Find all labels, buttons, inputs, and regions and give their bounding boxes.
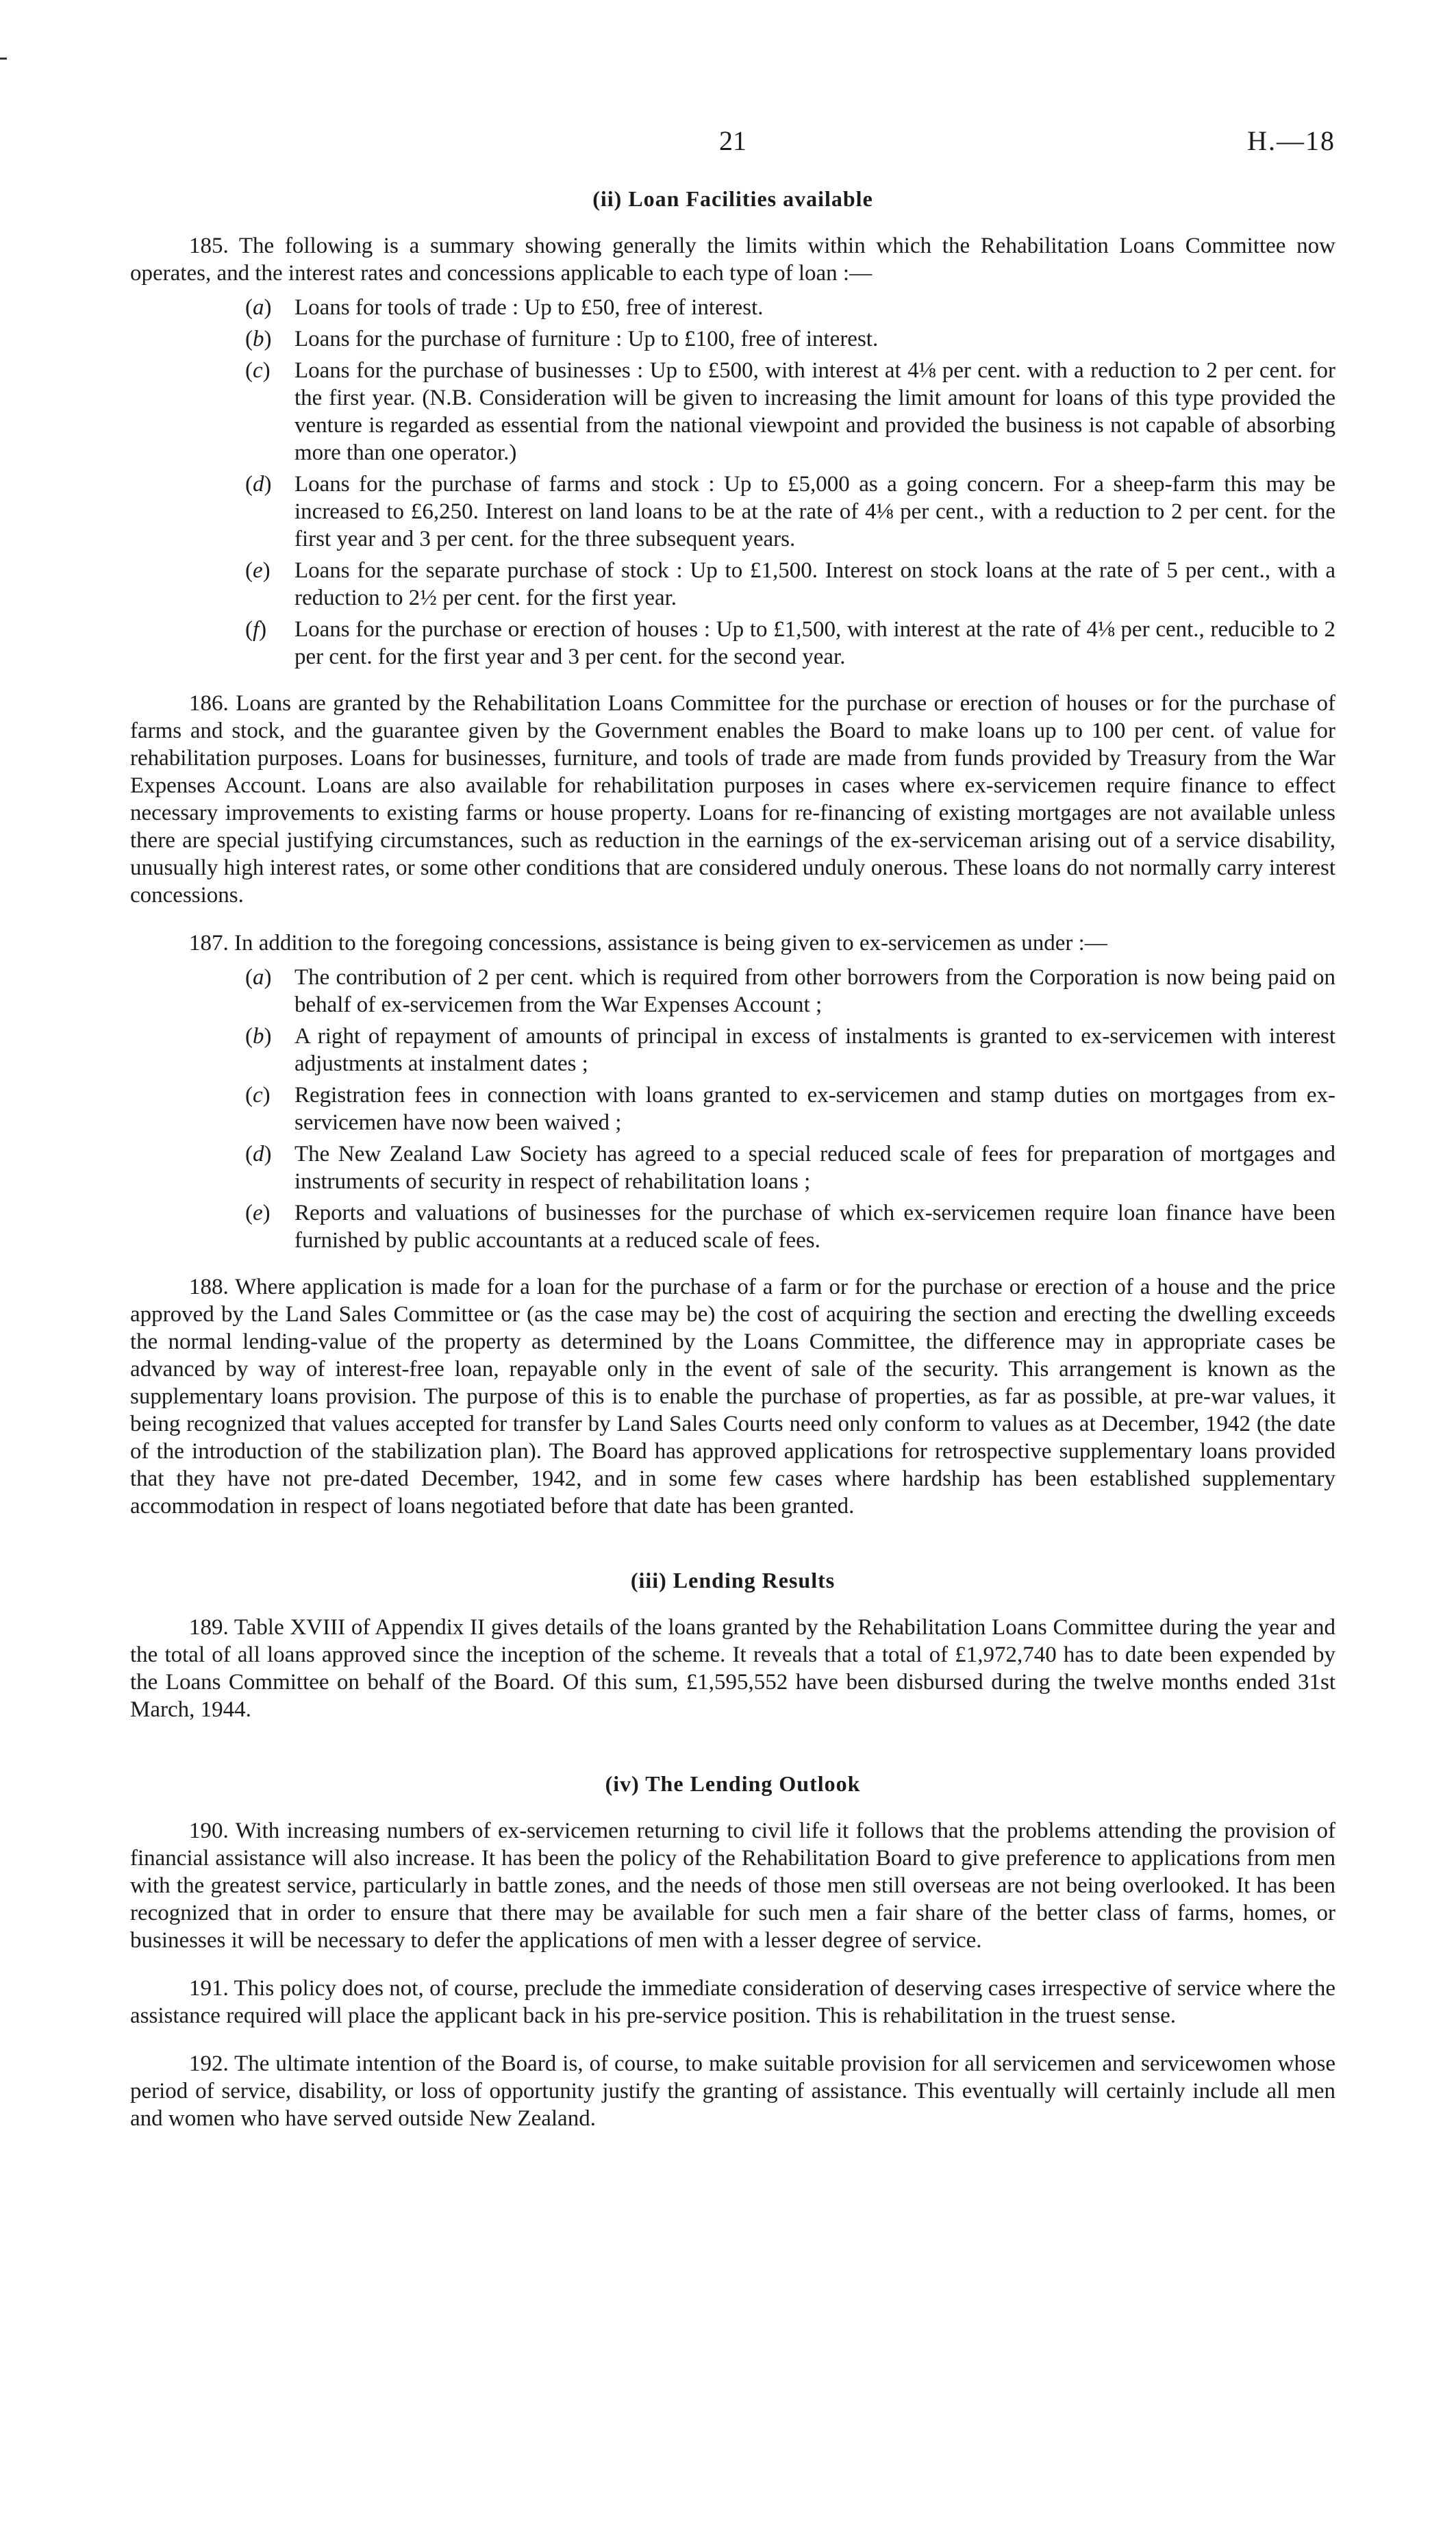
list-item-text: Loans for tools of trade : Up to £50, free of interest. [294,295,764,320]
paragraph: 188. Where application is made for a loan for the purchase of a farm or for the purchase or erection of a house and the price approved by the Land Sales Committee or (as the case may be) the cost of acquiring the section and erecting the dwelling exceeds the normal lending-value of the property as determined by the Loans Committee, the difference may in appropriate cases be advanced by way of interest-free loan, repayable only in the event of sale of the security. This arrangement is known as the supplementary loans provision. The purpose of this is to enable the purchase of properties, as far as possible, at pre-war values, it being recognized that values accepted for transfer by Land Sales Courts need only conform to values as at December, 1942 (the date of the introduction of the stabilization plan). The Board has approved applications for retrospective supplementary loans provided that they have not pre-dated December, 1942, and in some few cases where hardship has been established supplementary accommodation in respect of loans negotiated before that date has been granted. [130,1275,1335,1519]
list-item-text: Loans for the separate purchase of stock : Up to £1,500. Interest on stock loans at the rate of 5 per cent., with a reduction to 2½ per cent. for the first year. [294,558,1335,610]
list-item-text: A right of repayment of amounts of principal in excess of instalments is granted to ex-servicemen with interest adjustments at instalment dates ; [294,1024,1335,1076]
list-marker: (a) [245,965,272,990]
list-marker: (f) [245,617,267,642]
paragraph: 189. Table XVIII of Appendix II gives details of the loans granted by the Rehabilitation Loans Committee during the year and the total of all loans approved since the inception of the scheme. It reveals that a total of £1,972,740 has to date been expended by the Loans Committee on behalf of the Board. Of this sum, £1,595,552 have been disbursed during the twelve months ended 31st March, 1944. [130,1615,1335,1722]
list-marker: (e) [245,1201,271,1225]
list-item-text: Loans for the purchase of businesses : Up to £500, with interest at 4⅛ per cent. with a reduction to 2 per cent. for the first year. (N.B. Consideration will be given to increasing the limit amount for loans of this type provided the venture is regarded as essential from the national viewpoint and provided the business is not capable of absorbing more than one operator.) [294,358,1335,465]
list-item [130,1023,1335,1077]
paragraph: 185. The following is a summary showing generally the limits within which the Rehabilitation Loans Committee now operates, and the interest rates and concessions applicable to each type of loan :— [130,234,1335,286]
list-item-text: The contribution of 2 per cent. which is required from other borrowers from the Corporation is now being paid on behalf of ex-servicemen from the War Expenses Account ; [294,965,1335,1017]
document-body [130,186,1335,2153]
paragraph: 191. This policy does not, of course, preclude the immediate consideration of deserving cases irrespective of service where the assistance required will place the applicant back in his pre-service position. This is rehabilitation in the truest sense. [130,1976,1335,2028]
section-heading: (iii) Lending Results [630,1568,836,1592]
paragraph: 190. With increasing numbers of ex-servicemen returning to civil life it follows that the problems attending the provision of financial assistance will also increase. It has been the policy of the Rehabilitation Board to give preference to applications from men with the greatest service, particularly in battle zones, and the needs of those men still overseas are not being overlooked. It has been recognized that in order to ensure that there may be available for such men a fair share of the better class of farms, homes, or businesses it will be necessary to defer the applications of men with a lesser degree of service. [130,1819,1335,1953]
scan-edge-mark [0,58,7,60]
section-heading: (iv) The Lending Outlook [605,1771,861,1796]
list-item-text: Loans for the purchase of farms and stock : Up to £5,000 as a going concern. For a sheep-farm this may be increased to £6,250. Interest on land loans to be at the rate of 4⅛ per cent., with a reduction to 2 per cent. for the first year and 3 per cent. for the three subsequent years. [294,472,1335,551]
section-heading: (ii) Loan Facilities available [592,186,873,211]
list-item-text: Loans for the purchase or erection of houses : Up to £1,500, with interest at the rate of 4⅛ per cent., reducible to 2 per cent. for the first year and 3 per cent. for the second year. [294,617,1335,669]
list-item [130,964,1335,1019]
list-marker: (d) [245,472,272,497]
page-header [130,125,1335,166]
list-item-text: The New Zealand Law Society has agreed to a special reduced scale of fees for preparation of mortgages and instruments of security in respect of rehabilitation loans ; [294,1142,1335,1194]
list-item [130,325,1335,353]
document-reference: H.—18 [1247,125,1335,156]
paragraph: 192. The ultimate intention of the Board is, of course, to make suitable provision for all servicemen and servicewomen whose period of service, disability, or loss of opportunity justify the granting of assistance. This eventually will certainly include all men and women who have served outside New Zealand. [130,2051,1335,2131]
list-marker: (c) [245,358,271,383]
list-marker: (d) [245,1142,272,1166]
list-item [130,616,1335,671]
list-item [130,1082,1335,1136]
lettered-list [130,294,1335,671]
list-marker: (b) [245,327,272,351]
list-item [130,357,1335,466]
list-item [130,1140,1335,1195]
list-item-text: Registration fees in connection with loans granted to ex-servicemen and stamp duties on mortgages from ex-servicemen have now been waived ; [294,1083,1335,1135]
list-marker: (a) [245,295,272,320]
list-marker: (e) [245,558,271,583]
paragraph: 186. Loans are granted by the Rehabilitation Loans Committee for the purchase or erection of houses or for the purchase of farms and stock, and the guarantee given by the Government enables the Board to make loans up to 100 per cent. of value for rehabilitation purposes. Loans for businesses, furniture, and tools of trade are made from funds provided by Treasury from the War Expenses Account. Loans are also available for rehabilitation purposes in cases where ex-servicemen require finance to effect necessary improvements to existing farms or house property. Loans for re-financing of existing mortgages are not available unless there are special justifying circumstances, such as reduction in the earnings of the ex-serviceman arising out of a service disability, unusually high interest rates, or some other conditions that are considered unduly onerous. These loans do not normally carry interest concessions. [130,691,1335,908]
list-item [130,557,1335,612]
list-item-text: Loans for the purchase of furniture : Up to £100, free of interest. [294,327,879,351]
list-item [130,471,1335,553]
list-marker: (b) [245,1024,272,1049]
list-item [130,1199,1335,1254]
lettered-list [130,964,1335,1254]
paragraph: 187. In addition to the foregoing concessions, assistance is being given to ex-servicemen as under :— [189,931,1107,956]
list-item-text: Reports and valuations of businesses for the purchase of which ex-servicemen require loan finance have been furnished by public accountants at a reduced scale of fees. [294,1201,1335,1253]
list-item [130,294,1335,321]
list-marker: (c) [245,1083,271,1108]
page-number: 21 [719,125,746,156]
